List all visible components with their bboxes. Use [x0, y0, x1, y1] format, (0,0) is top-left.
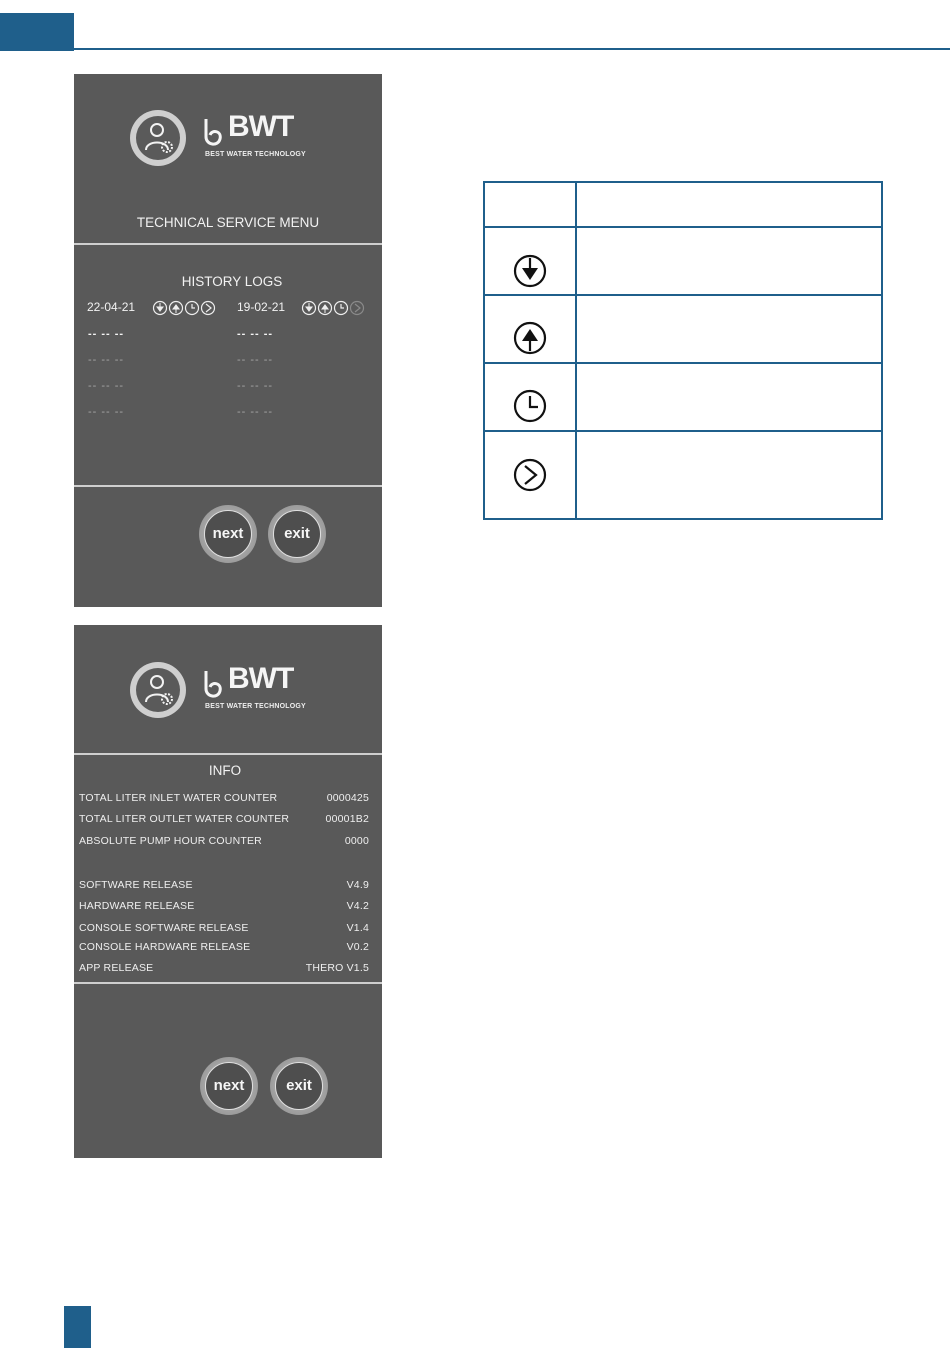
- exit-label: exit: [273, 510, 321, 558]
- table-row-rule: [485, 430, 881, 432]
- play-circle-icon: [351, 302, 364, 315]
- log-entry: -- -- --: [88, 354, 125, 366]
- info-label: HARDWARE RELEASE: [79, 900, 195, 912]
- log-entry: -- -- --: [88, 380, 125, 392]
- arrow-up-circle-icon: [170, 302, 183, 315]
- table-column-rule: [575, 183, 577, 518]
- arrow-up-circle-icon: [512, 320, 548, 361]
- divider: [74, 243, 382, 245]
- next-button[interactable]: [200, 1057, 258, 1115]
- log-entry: -- -- --: [88, 328, 125, 340]
- clock-icon: [512, 388, 548, 429]
- log-entry: -- -- --: [237, 380, 274, 392]
- section-title: HISTORY LOGS: [181, 274, 283, 289]
- info-value: 0000: [344, 835, 369, 847]
- table-row-rule: [485, 226, 881, 228]
- info-screen: [74, 625, 382, 1158]
- divider: [74, 485, 382, 487]
- brand-name: BWT: [228, 110, 294, 143]
- brand-tagline: BEST WATER TECHNOLOGY: [205, 703, 306, 710]
- log-date: 22-04-21: [87, 300, 136, 314]
- next-label: next: [205, 1062, 253, 1110]
- exit-label: exit: [275, 1062, 323, 1110]
- info-label: APP RELEASE: [79, 962, 154, 974]
- clock-icon: [186, 302, 199, 315]
- arrow-up-circle-icon: [319, 302, 332, 315]
- info-value: V0.2: [346, 941, 369, 953]
- brand-name: BWT: [228, 662, 294, 695]
- exit-button[interactable]: [268, 505, 326, 563]
- log-date: 19-02-21: [237, 300, 286, 314]
- info-value: THERO V1.5: [305, 962, 369, 974]
- info-label: ABSOLUTE PUMP HOUR COUNTER: [79, 835, 262, 847]
- arrow-down-circle-icon: [303, 302, 316, 315]
- log-event-icons: [152, 300, 220, 321]
- info-value: 00001B2: [325, 813, 369, 825]
- bwt-logo: [128, 659, 348, 721]
- exit-button[interactable]: [270, 1057, 328, 1115]
- play-circle-icon: [202, 302, 215, 315]
- history-logs-screen: [74, 74, 382, 607]
- footer-tab: [64, 1306, 91, 1348]
- info-label: TOTAL LITER INLET WATER COUNTER: [79, 792, 278, 804]
- info-value: 0000425: [326, 792, 369, 804]
- icon-legend-table: [483, 181, 883, 520]
- info-value: V1.4: [346, 922, 369, 934]
- next-button[interactable]: [199, 505, 257, 563]
- log-event-icons: [301, 300, 369, 321]
- table-row-rule: [485, 294, 881, 296]
- info-label: TOTAL LITER OUTLET WATER COUNTER: [79, 813, 290, 825]
- info-label: CONSOLE HARDWARE RELEASE: [79, 941, 251, 953]
- table-row-rule: [485, 362, 881, 364]
- info-label: SOFTWARE RELEASE: [79, 879, 193, 891]
- log-entry: -- -- --: [88, 406, 125, 418]
- menu-title: TECHNICAL SERVICE MENU: [136, 215, 320, 230]
- bwt-logo: [128, 107, 348, 169]
- play-circle-icon: [512, 457, 548, 498]
- log-entry: -- -- --: [237, 328, 274, 340]
- info-value: V4.9: [346, 879, 369, 891]
- clock-icon: [335, 302, 348, 315]
- header-rule: [74, 48, 950, 50]
- divider: [74, 753, 382, 755]
- arrow-down-circle-icon: [154, 302, 167, 315]
- brand-tagline: BEST WATER TECHNOLOGY: [205, 151, 306, 158]
- arrow-down-circle-icon: [512, 253, 548, 294]
- next-label: next: [204, 510, 252, 558]
- log-entry: -- -- --: [237, 406, 274, 418]
- divider: [74, 982, 382, 984]
- info-value: V4.2: [346, 900, 369, 912]
- section-title: INFO: [208, 763, 242, 778]
- info-label: CONSOLE SOFTWARE RELEASE: [79, 922, 249, 934]
- log-entry: -- -- --: [237, 354, 274, 366]
- header-tab: [0, 13, 74, 51]
